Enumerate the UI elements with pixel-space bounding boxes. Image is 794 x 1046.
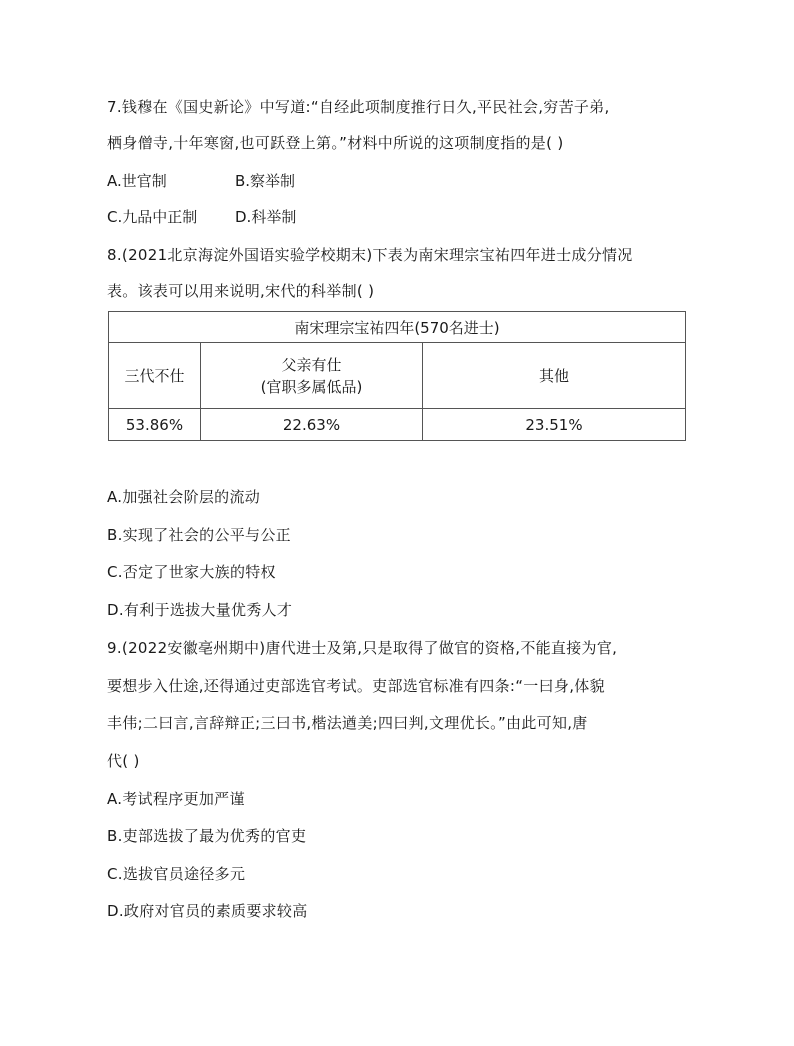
- q7-option-c: C.九品中正制: [107, 208, 198, 226]
- q7-stem-line2: 栖身僧寺,十年寒窗,也可跃登上第。”材料中所说的这项制度指的是( ): [107, 134, 564, 152]
- header-father-line2: (官职多属低品): [260, 377, 363, 396]
- value-cell-father-official: 22.63%: [201, 409, 423, 441]
- q9-option-d: D.政府对官员的素质要求较高: [107, 902, 308, 920]
- table-title-cell: 南宋理宗宝祐四年(570名进士): [109, 312, 686, 343]
- q8-option-c: C.否定了世家大族的特权: [107, 563, 276, 581]
- q7-option-a: A.世官制: [107, 172, 167, 190]
- q7-option-d: D.科举制: [235, 208, 297, 226]
- q9-stem-line4: 代( ): [107, 752, 140, 770]
- q9-option-b: B.吏部选拔了最为优秀的官吏: [107, 827, 307, 845]
- table-value-row: [109, 409, 686, 441]
- q9-stem-line2: 要想步入仕途,还得通过吏部选官考试。吏部选官标准有四条:“一曰身,体貌: [107, 677, 605, 695]
- jinshi-composition-table: [108, 311, 686, 441]
- q8-option-a: A.加强社会阶层的流动: [107, 488, 261, 506]
- q7-option-b: B.察举制: [235, 172, 296, 190]
- q9-stem-line3: 丰伟;二曰言,言辞辩正;三曰书,楷法遒美;四曰判,文理优长。”由此可知,唐: [107, 714, 588, 732]
- table-title-row: [109, 312, 686, 343]
- q8-stem-line2: 表。该表可以用来说明,宋代的科举制( ): [107, 282, 375, 300]
- q9-option-a: A.考试程序更加严谨: [107, 790, 245, 808]
- header-cell-father-official: [201, 343, 423, 409]
- header-cell-other: 其他: [423, 343, 686, 409]
- header-cell-no-office: 三代不仕: [109, 343, 201, 409]
- q8-option-d: D.有利于选拔大量优秀人才: [107, 601, 293, 619]
- q8-option-b: B.实现了社会的公平与公正: [107, 526, 291, 544]
- value-cell-no-office: 53.86%: [109, 409, 201, 441]
- header-father-line1: 父亲有仕: [281, 355, 342, 374]
- q9-stem-line1: 9.(2022安徽亳州期中)唐代进士及第,只是取得了做官的资格,不能直接为官,: [107, 639, 618, 657]
- q9-option-c: C.选拔官员途径多元: [107, 865, 246, 883]
- q8-stem-line1: 8.(2021北京海淀外国语实验学校期末)下表为南宋理宗宝祐四年进士成分情况: [107, 246, 633, 264]
- q7-stem-line1: 7.钱穆在《国史新论》中写道:“自经此项制度推行日久,平民社会,穷苦子弟,: [107, 98, 610, 116]
- value-cell-other: 23.51%: [423, 409, 686, 441]
- table-header-row: [109, 343, 686, 409]
